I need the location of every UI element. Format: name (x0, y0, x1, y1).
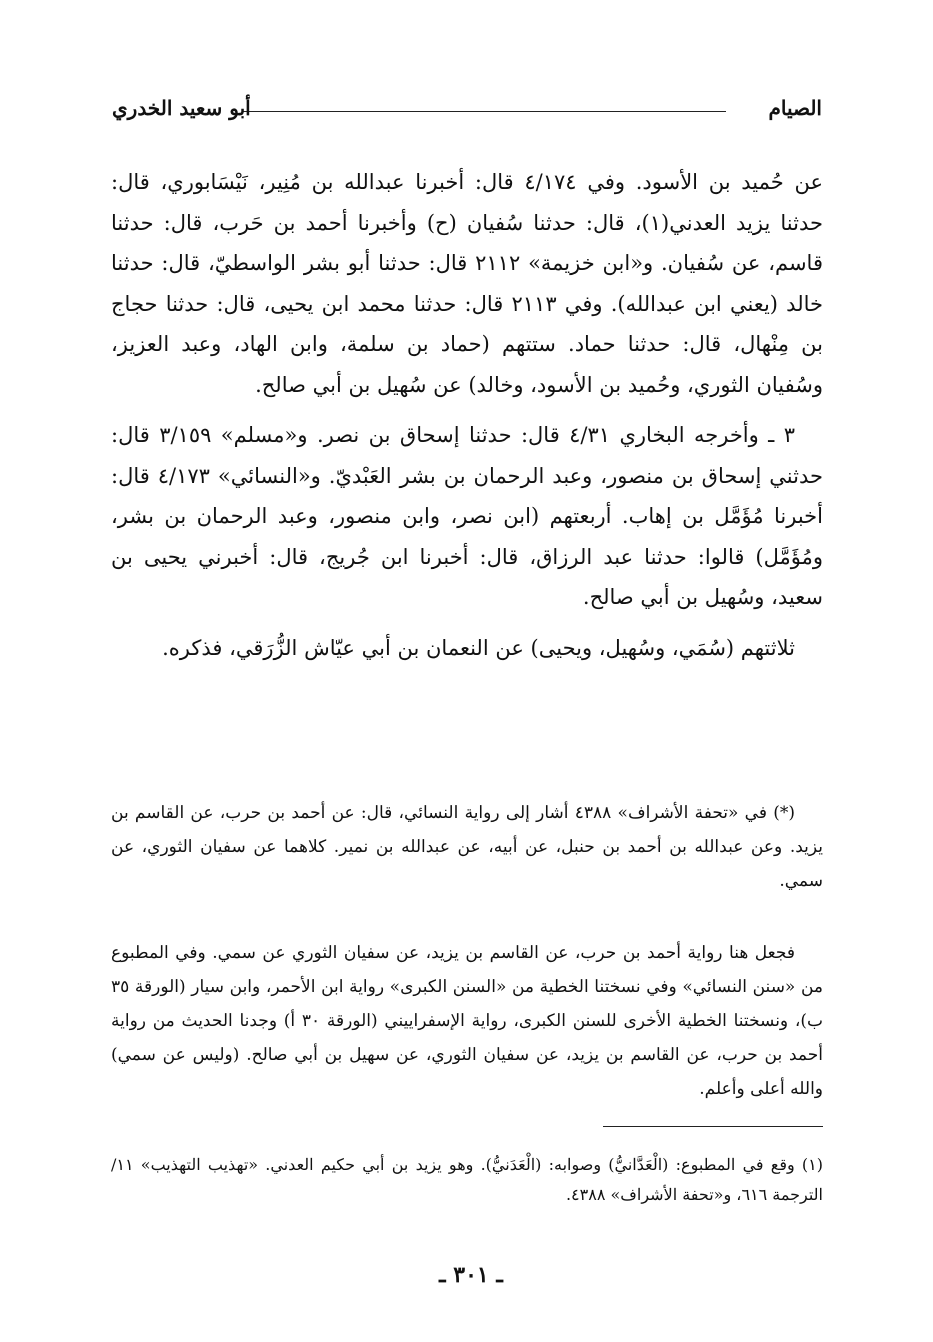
main-text (111, 162, 823, 668)
body-paragraph: ٣ ـ وأخرجه البخاري ٤/٣١ قال: حدثنا إسحاق بن نصر. و«مسلم» ٣/١٥٩ قال: حدثني إسحاق بن منصور، وعبد الرحمان بن بشر العَبْديّ. و«النسائي» ٤/١٧٣ قال: أخبرنا مُؤَمَّل بن إهاب. أربعتهم (ابن نصر، وابن منصور، وعبد الرحمان بن بشر، ومُؤَمَّل) قالوا: حدثنا عبد الرزاق، قال: أخبرنا ابن جُريج، قال: أخبرني يحيى بن سعيد، وسُهيل بن أبي صالح. (111, 423, 823, 609)
header-rule (242, 111, 726, 112)
running-header (112, 96, 822, 128)
footnote-separator (603, 1126, 823, 1127)
body-paragraph: عن حُميد بن الأسود. وفي ٤/١٧٤ قال: أخبرنا عبدالله بن مُنِير، نَيْسَابوري، قال: حدثنا يزيد العدني(١)، قال: حدثنا سُفيان (ح) وأخبرنا أحمد بن حَرب، قال: حدثنا قاسم، عن سُفيان. و«ابن خزيمة» ٢١١٢ قال: حدثنا أبو بشر الواسطيّ، قال: حدثنا خالد (يعني ابن عبدالله). وفي ٢١١٣ قال: حدثنا محمد ابن يحيى، قال: حدثنا حجاج بن مِنْهال، قال: حدثنا حماد. ستتهم (حماد بن سلمة، وابن الهاد، وعبد العزيز، وسُفيان الثوري، وحُميد بن الأسود، وخالد) عن سُهيل بن أبي صالح. (111, 170, 823, 397)
body-paragraph: ثلاثتهم (سُمَي، وسُهيل، ويحيى) عن النعمان بن أبي عيّاش الزُّرَقي، فذكره. (162, 635, 795, 660)
editor-note-paragraph: فجعل هنا رواية أحمد بن حرب، عن القاسم بن يزيد، عن سفيان الثوري عن سمي. وفي المطبوع من «سنن النسائي» وفي نسختنا الخطية من «السنن الكبرى» رواية ابن الأحمر، وابن سيار (الورقة ٣٥ ب)، ونسختنا الخطية الأخرى للسنن الكبرى، رواية الإسفراييني (الورقة ٣٠ أ) وجدنا الحديث من رواية أحمد بن حرب، عن القاسم بن يزيد، عن سفيان الثوري، عن سهيل بن أبي صالح. (وليس عن سمي) والله أعلى وأعلم. (111, 943, 824, 1099)
footnote: (١) وقع في المطبوع: (الْعَدَّانيُّ) وصوابه: (الْعَدَنيُّ). وهو يزيد بن أبي حكيم العدني. «تهذيب التهذيب» ١١/ الترجمة ٦١٦، و«تحفة الأشراف» ٤٣٨٨. (111, 1155, 824, 1204)
footnotes (111, 1150, 823, 1210)
chapter-title: الصيام (768, 96, 822, 120)
page-number: ـ ٣٠١ ـ (439, 1262, 503, 1288)
editor-note-paragraph: (*) في «تحفة الأشراف» ٤٣٨٨ أشار إلى رواية النسائي، قال: عن أحمد بن حرب، عن القاسم بن يزيد. وعن عبدالله بن أحمد بن حنبل، عن أبيه، عن عبدالله بن نمير. كلاهما عن سفيان الثوري، عن سمي. (111, 803, 823, 891)
editor-note (111, 796, 823, 1106)
narrator-title: أبو سعيد الخدري (112, 96, 251, 120)
